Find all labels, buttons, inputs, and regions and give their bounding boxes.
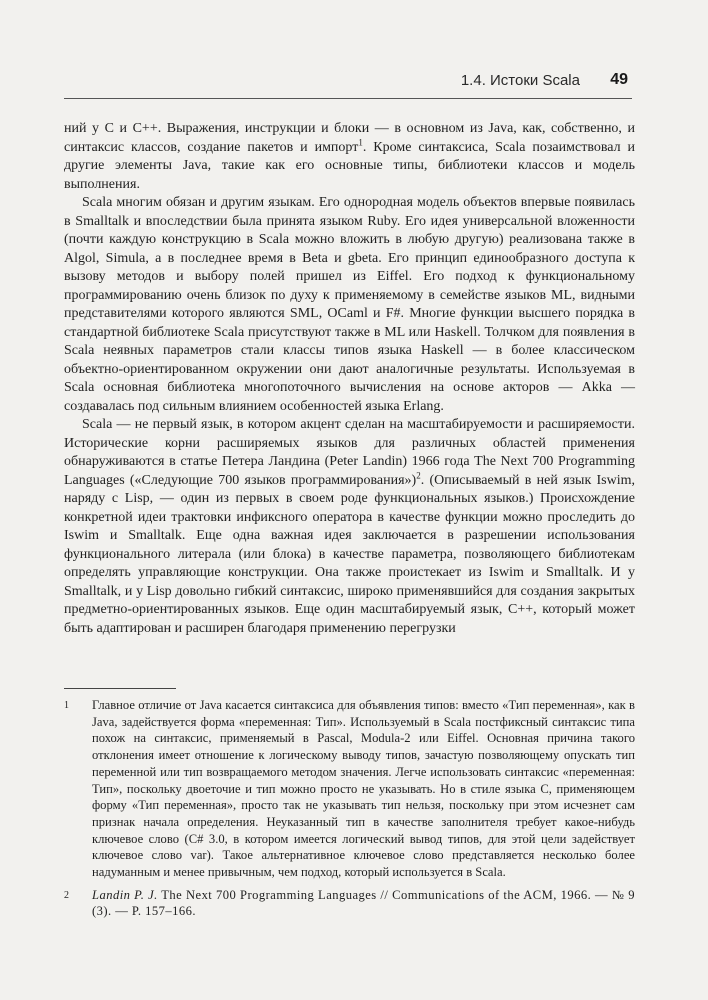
footnote-author: Landin P. J. bbox=[92, 887, 158, 902]
footnote-ref-1[interactable]: 1 bbox=[358, 136, 363, 147]
footnote-citation: The Next 700 Programming Languages // Communications of the ACM, 1966. — № 9 (3). — P. 157–166. bbox=[92, 887, 636, 919]
paragraph-3-text-b: . (Описываемый в ней язык Iswim, наряду с Lisp, — один из первых в своем роде функциональных языков.) Происхождение конкретной идеи трактовки инфиксного оператора в качестве функции можно проследить до Iswim и Smalltalk. Еще одна важная идея заключается в разрешении использования функционального литерала (или блока) в качестве параметра, позволяющего библиотекам определять управляющие конструкции. Она также проистекает из Iswim и Smalltalk. И у Smalltalk, и у Lisp довольно гибкий синтаксис, широко применявшийся для создания закрытых предметно-ориентированных языков. Еще один масштабируемый язык, C++, который может быть адаптирован и расширен благодаря применению перегрузки bbox=[64, 472, 636, 636]
header-rule bbox=[64, 98, 632, 99]
paragraph-1-text-a: ний у C и C++. Выражения, инструкции и блоки — в основном из Java, как, собственно, и синтаксис классов, создание пакетов и импорт bbox=[64, 121, 635, 155]
chapter-section-title: 1.4. Истоки Scala bbox=[460, 72, 580, 89]
main-text bbox=[64, 120, 635, 638]
footnote-ref-2[interactable]: 2 bbox=[416, 469, 421, 480]
paragraph-1-text-b: . Кроме синтаксиса, Scala позаимствовал и другие элементы Java, такие как его основные типы, библиотеки классов и модель выполнения. bbox=[64, 139, 635, 192]
paragraph-3 bbox=[64, 416, 635, 638]
paragraph-1 bbox=[64, 120, 635, 194]
footnote-1 bbox=[64, 697, 635, 881]
footnote-separator bbox=[64, 688, 176, 689]
footnote-text bbox=[92, 887, 635, 920]
footnote-text: Главное отличие от Java касается синтаксиса для объявления типов: вместо «Тип переменная», как в Java, задействуется форма «переменная: Тип». Используемый в Scala постфиксный синтаксис типа похож на синтаксис, применяемый в Pascal, Modula-2 или Eiffel. Основная причина такого отклонения имеет отношение к логическому выводу типов, зачастую позволяющему опускать тип переменной или тип возвращаемого методом значения. Легче использовать синтаксис «переменная: Тип», поскольку двоеточие и тип можно просто не указывать. Но в стиле языка C, применяющем форму «Тип переменная», просто так не указывать тип нельзя, поскольку при этом исчезнет сам признак начала определения. Неуказанный тип в качестве заполнителя требует какое-нибудь ключевое слово (C# 3.0, в котором имеется логический вывод типов, для этой цели задействует ключевое слово var). Такое альтернативное ключевое слово представляется несколько более надуманным и менее привычным, чем подход, который используется в Scala. bbox=[92, 698, 635, 880]
running-header bbox=[64, 72, 632, 96]
footnote-2 bbox=[64, 887, 635, 920]
page-number: 49 bbox=[610, 71, 628, 88]
paragraph-3-text-a: Scala — не первый язык, в котором акцент сделан на масштабируемости и расширяемости. Исторические корни расширяемых языков для различных областей применения обнаруживаются в статье Петера Ландина (Peter Landin) 1966 года The Next 700 Programming Languages («Следующие 700 языков программирования») bbox=[64, 417, 635, 488]
paragraph-2: Scala многим обязан и другим языкам. Его однородная модель объектов впервые появилась в Smalltalk и впоследствии была принята языком Ruby. Его идея универсальной вложенности (почти каждую конструкцию в Scala можно вложить в любую другую) реализована также в Algol, Simula, а в последнее время в Beta и gbeta. Его принцип единообразного доступа к вызову методов и выбору полей пришел из Eiffel. Его подход к функциональному программированию очень близок по духу к применяемому в семействе языков ML, видными представителями которого являются SML, OCaml и F#. Многие функции высшего порядка в стандартной библиотеке Scala присутствуют также в ML или Haskell. Толчком для появления в Scala неявных параметров стали классы типов языка Haskell — в более классическом объектно-ориентированном окружении они дают аналогичные результаты. Используемая в Scala основная библиотека многопоточного вычисления на основе акторов — Akka — создавалась под сильным влиянием особенностей языка Erlang. bbox=[64, 195, 635, 414]
footnotes bbox=[64, 697, 635, 926]
footnote-mark: 1 bbox=[64, 700, 69, 711]
footnote-mark: 2 bbox=[64, 889, 69, 901]
